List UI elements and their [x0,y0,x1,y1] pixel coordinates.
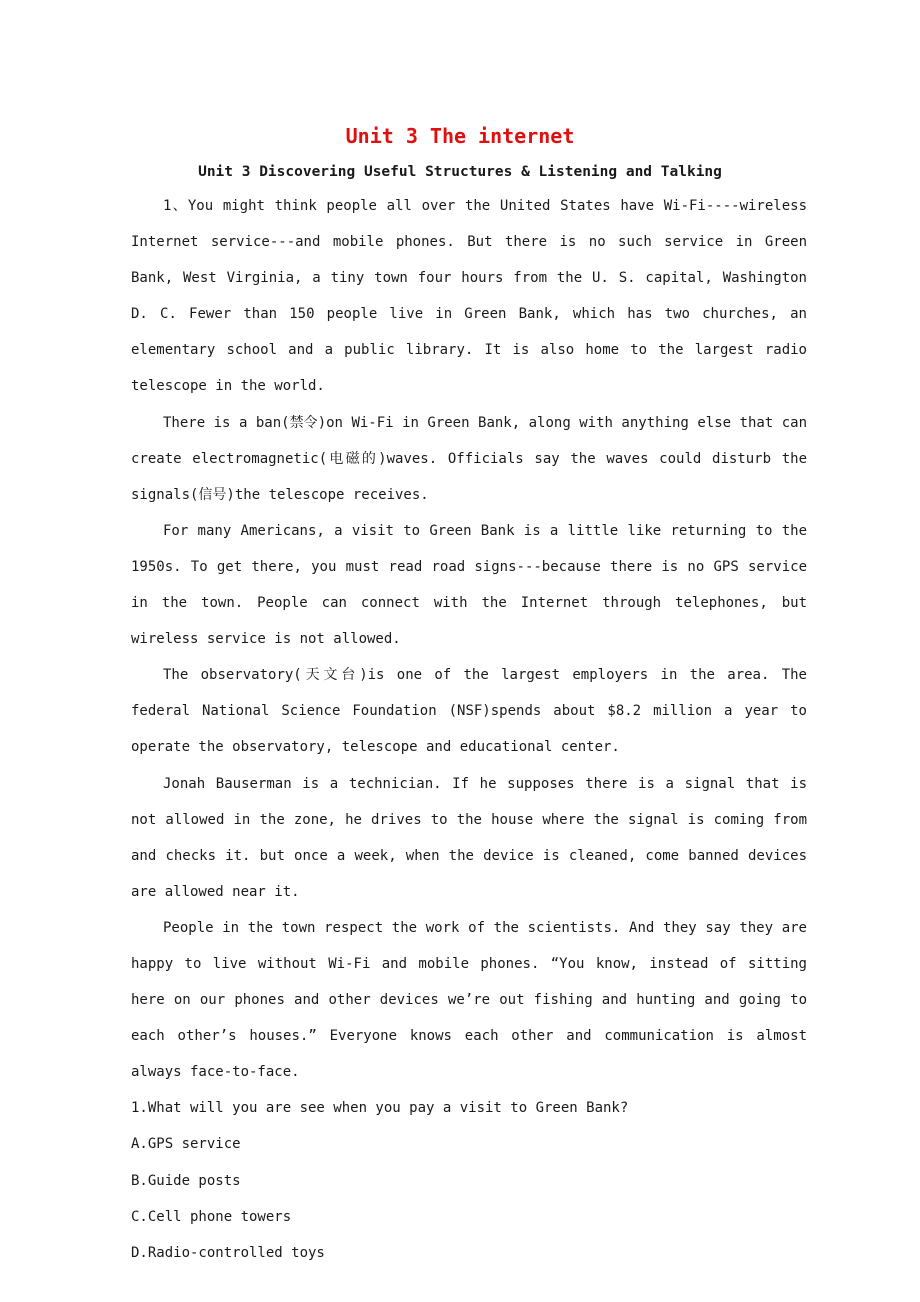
paragraph-5: Jonah Bauserman is a technician. If he supposes there is a signal that is not allowed in the zone, he drives to the house where the signal is coming from and checks it. but once a week, when the device is cleaned, come banned devices are allowed near it. [131,775,807,900]
paragraph-4: The observatory(天文台)is one of the largest employers in the area. The federal National Science Foundation (NSF)spends about $8.2 million a year to operate the observatory, telescope and educational center. [131,667,807,756]
option-d: D.Radio-controlled toys [131,1244,325,1261]
option-a: A.GPS service [131,1136,241,1153]
option-c: C.Cell phone towers [131,1208,292,1225]
paragraph-3: For many Americans, a visit to Green Bank is a little like returning to the 1950s. To get there, you must read road signs---because there is no GPS service in the town. People can connect with the Internet through telephones, but wireless service is not allowed. [131,522,807,648]
option-b: B.Guide posts [131,1172,241,1189]
paragraph-6: People in the town respect the work of the scientists. And they say they are happy to live without Wi-Fi and mobile phones. “You know, instead of sitting here on our phones and other devices we’re out fishing and hunting and going to each other’s houses.” Everyone knows each other and communication is almost always face-to-face. [131,919,807,1081]
question-stem: 1.What will you are see when you pay a visit to Green Bank? [131,1100,629,1117]
document-body [131,188,807,1271]
document-subtitle: Unit 3 Discovering Useful Structures & Listening and Talking [198,164,722,180]
document-title: Unit 3 The internet [345,124,575,148]
paragraph-2: There is a ban(禁令)on Wi-Fi in Green Bank, along with anything else that can create electromagnetic(电磁的)waves. Officials say the waves could disturb the signals(信号)the telescope receives. [131,414,807,503]
paragraph-1: 1、You might think people all over the United States have Wi-Fi----wireless Internet service---and mobile phones. But there is no such service in Green Bank, West Virginia, a tiny town four hours from the U. S. capital, Washington D. C. Fewer than 150 people live in Green Bank, which has two churches, an elementary school and a public library. It is also home to the largest radio telescope in the world. [131,198,807,395]
